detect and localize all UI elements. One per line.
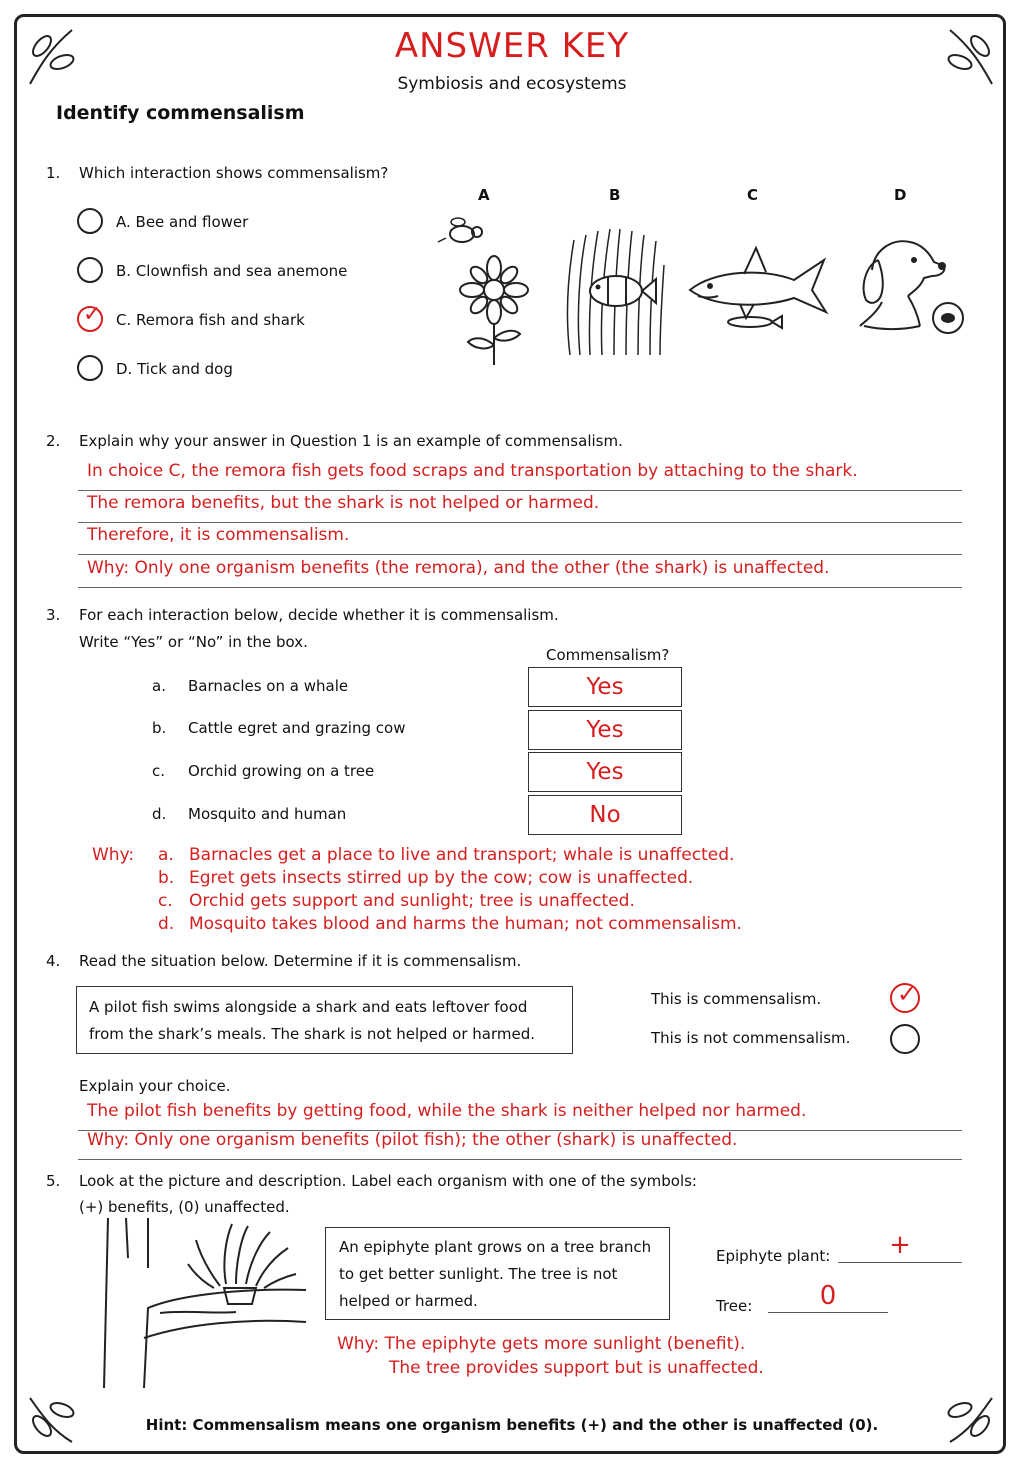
question-5-instruction: (+) benefits, (0) unaffected. [79, 1198, 290, 1216]
checkmark-icon: ✓ [897, 980, 918, 1008]
section-heading: Identify commensalism [56, 102, 305, 124]
question-number: 4. [46, 952, 61, 970]
why-letter: c. [158, 891, 173, 911]
epiphyte-answer[interactable]: + [838, 1232, 962, 1263]
tree-answer[interactable]: 0 [768, 1282, 888, 1313]
option-b-radio[interactable] [77, 257, 103, 283]
why-text: Barnacles get a place to live and transport; whale is unaffected. [189, 845, 735, 865]
answer-line: The remora benefits, but the shark is not helped or harmed. [78, 493, 962, 523]
description-text: helped or harmed. [339, 1292, 478, 1310]
row-text: Orchid growing on a tree [188, 762, 375, 780]
why-text: Orchid gets support and sunlight; tree is unaffected. [189, 891, 635, 911]
why-letter: d. [158, 914, 175, 934]
hint-text: Hint: Commensalism means one organism benefits (+) and the other is unaffected (0). [145, 1416, 879, 1434]
answer-line: The pilot fish benefits by getting food, while the shark is neither helped nor harmed. [78, 1101, 962, 1131]
why-text: Mosquito takes blood and harms the human; not commensalism. [189, 914, 742, 934]
question-number: 3. [46, 606, 61, 624]
answer-line: Why: Only one organism benefits (pilot fish); the other (shark) is unaffected. [78, 1130, 962, 1160]
picture-label-d: D [894, 186, 907, 204]
question-number: 5. [46, 1172, 61, 1190]
answer-line: In choice C, the remora fish gets food scraps and transportation by attaching to the shark. [78, 461, 962, 491]
why-text: The tree provides support but is unaffected. [389, 1358, 764, 1378]
epiphyte-label: Epiphyte plant: [716, 1247, 831, 1265]
why-text: Why: The epiphyte gets more sunlight (benefit). [337, 1334, 746, 1354]
description-text: to get better sunlight. The tree is not [339, 1265, 618, 1283]
answer-box[interactable]: Yes [528, 752, 682, 792]
answer-line: Why: Only one organism benefits (the remora), and the other (the shark) is unaffected. [78, 558, 962, 588]
answer-box[interactable]: Yes [528, 667, 682, 707]
dog-tick-icon [852, 230, 982, 350]
tree-epiphyte-icon [96, 1218, 310, 1388]
choice-yes-radio[interactable] [890, 980, 920, 1013]
question-3-text: For each interaction below, decide whether it is commensalism. [79, 606, 559, 624]
option-c-radio[interactable] [77, 302, 103, 332]
situation-box [76, 986, 573, 1054]
why-text: Egret gets insects stirred up by the cow; cow is unaffected. [189, 868, 694, 888]
option-d-label: D. Tick and dog [116, 360, 233, 378]
row-letter: c. [152, 762, 166, 780]
option-b-label: B. Clownfish and sea anemone [116, 262, 348, 280]
answer-line: Therefore, it is commensalism. [78, 525, 962, 555]
choice-no-radio[interactable] [890, 1024, 920, 1054]
question-2-text: Explain why your answer in Question 1 is an example of commensalism. [79, 432, 623, 450]
row-letter: d. [152, 805, 167, 823]
checkmark-icon: ✓ [83, 302, 102, 327]
shark-remora-icon [684, 240, 834, 335]
option-d-radio[interactable] [77, 355, 103, 381]
why-letter: a. [158, 845, 174, 865]
description-box [325, 1227, 670, 1320]
option-a-label: A. Bee and flower [116, 213, 249, 231]
page-subtitle: Symbiosis and ecosystems [397, 74, 627, 94]
row-text: Cattle egret and grazing cow [188, 719, 406, 737]
question-number: 1. [46, 164, 61, 182]
situation-text: A pilot fish swims alongside a shark and eats leftover food [89, 998, 528, 1016]
answer-box[interactable]: Yes [528, 710, 682, 750]
picture-label-b: B [609, 186, 621, 204]
answer-box[interactable]: No [528, 795, 682, 835]
option-a-radio[interactable] [77, 208, 103, 234]
why-label: Why: [92, 845, 135, 865]
option-c-label: C. Remora fish and shark [116, 311, 305, 329]
question-3-instruction: Write “Yes” or “No” in the box. [79, 633, 308, 651]
column-header: Commensalism? [546, 646, 670, 664]
question-1-text: Which interaction shows commensalism? [79, 164, 389, 182]
choice-yes-label: This is commensalism. [651, 990, 822, 1008]
row-text: Mosquito and human [188, 805, 347, 823]
row-letter: b. [152, 719, 167, 737]
question-5-text: Look at the picture and description. Label each organism with one of the symbols: [79, 1172, 697, 1190]
picture-label-a: A [478, 186, 490, 204]
description-text: An epiphyte plant grows on a tree branch [339, 1238, 652, 1256]
row-letter: a. [152, 677, 166, 695]
question-4-text: Read the situation below. Determine if it is commensalism. [79, 952, 522, 970]
why-letter: b. [158, 868, 175, 888]
tree-label: Tree: [716, 1297, 753, 1315]
page-title: ANSWER KEY [394, 26, 630, 66]
picture-label-c: C [747, 186, 759, 204]
row-text: Barnacles on a whale [188, 677, 349, 695]
explain-label: Explain your choice. [79, 1077, 231, 1095]
question-number: 2. [46, 432, 61, 450]
bee-and-flower-icon [432, 210, 532, 370]
situation-text: from the shark’s meals. The shark is not helped or harmed. [89, 1025, 536, 1043]
choice-no-label: This is not commensalism. [651, 1029, 851, 1047]
clownfish-anemone-icon [560, 225, 670, 360]
